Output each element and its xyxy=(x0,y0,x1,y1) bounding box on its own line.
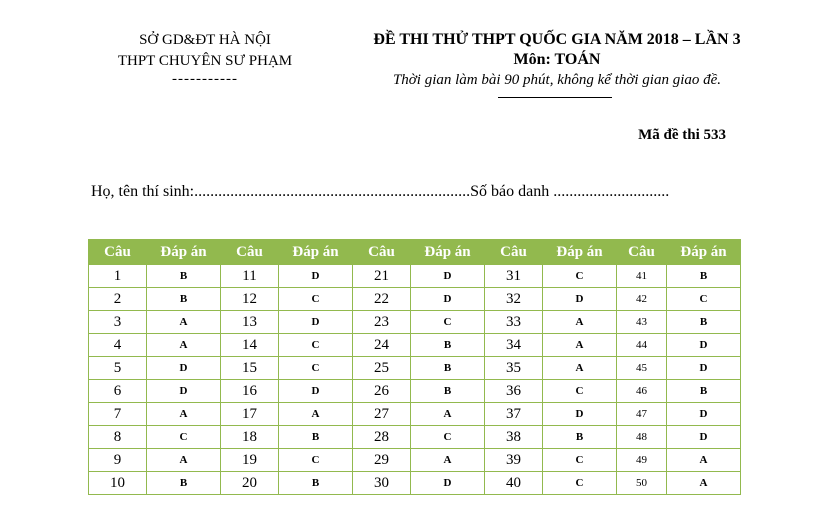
answer-cell: D xyxy=(147,380,221,403)
question-number-cell: 30 xyxy=(353,472,411,495)
question-number-cell: 31 xyxy=(485,265,543,288)
answer-cell: B xyxy=(279,472,353,495)
answer-cell: D xyxy=(667,357,741,380)
school-name: THPT CHUYÊN SƯ PHẠM xyxy=(117,53,293,69)
question-number-cell: 6 xyxy=(89,380,147,403)
answer-cell: D xyxy=(543,288,617,311)
school-header xyxy=(80,30,330,86)
answer-cell: A xyxy=(147,449,221,472)
question-number-cell: 10 xyxy=(89,472,147,495)
student-name-dots: ..................................................................... xyxy=(194,183,471,200)
question-number-cell: 39 xyxy=(485,449,543,472)
question-number-cell: 17 xyxy=(221,403,279,426)
table-row xyxy=(89,311,741,334)
answer-cell: D xyxy=(279,380,353,403)
answer-cell: D xyxy=(411,288,485,311)
answer-cell: C xyxy=(147,426,221,449)
question-number-cell: 33 xyxy=(485,311,543,334)
question-number-cell: 26 xyxy=(353,380,411,403)
column-header-question: Câu xyxy=(353,240,411,265)
question-number-cell: 24 xyxy=(353,334,411,357)
question-number-cell: 45 xyxy=(617,357,667,380)
question-number-cell: 50 xyxy=(617,472,667,495)
question-number-cell: 19 xyxy=(221,449,279,472)
table-row xyxy=(89,334,741,357)
answer-cell: C xyxy=(279,357,353,380)
question-number-cell: 37 xyxy=(485,403,543,426)
exam-header xyxy=(358,30,756,90)
answer-cell: C xyxy=(543,380,617,403)
answer-cell: C xyxy=(543,265,617,288)
exam-title: ĐỀ THI THỬ THPT QUỐC GIA NĂM 2018 – LẦN 3 xyxy=(373,31,741,48)
table-row xyxy=(89,380,741,403)
question-number-cell: 2 xyxy=(89,288,147,311)
answer-cell: D xyxy=(411,472,485,495)
answer-cell: B xyxy=(411,334,485,357)
answer-cell: D xyxy=(667,403,741,426)
table-body xyxy=(89,265,741,495)
answer-cell: D xyxy=(279,265,353,288)
exam-time-note: Thời gian làm bài 90 phút, không kể thời gian giao đề. xyxy=(392,72,722,88)
question-number-cell: 21 xyxy=(353,265,411,288)
question-number-cell: 11 xyxy=(221,265,279,288)
answer-cell: D xyxy=(411,265,485,288)
column-header-question: Câu xyxy=(89,240,147,265)
student-id-label: Số báo danh xyxy=(470,183,550,200)
answer-cell: C xyxy=(543,472,617,495)
question-number-cell: 44 xyxy=(617,334,667,357)
answer-cell: D xyxy=(667,426,741,449)
column-header-question: Câu xyxy=(221,240,279,265)
student-info-line xyxy=(91,183,731,201)
question-number-cell: 12 xyxy=(221,288,279,311)
answer-cell: D xyxy=(279,311,353,334)
column-header-answer: Đáp án xyxy=(543,240,617,265)
answer-cell: C xyxy=(411,426,485,449)
question-number-cell: 29 xyxy=(353,449,411,472)
question-number-cell: 7 xyxy=(89,403,147,426)
question-number-cell: 3 xyxy=(89,311,147,334)
answer-cell: D xyxy=(543,403,617,426)
table-row xyxy=(89,288,741,311)
answer-cell: B xyxy=(411,380,485,403)
question-number-cell: 23 xyxy=(353,311,411,334)
answer-cell: B xyxy=(279,426,353,449)
table-row xyxy=(89,472,741,495)
answer-cell: B xyxy=(667,265,741,288)
table-row xyxy=(89,426,741,449)
question-number-cell: 34 xyxy=(485,334,543,357)
question-number-cell: 4 xyxy=(89,334,147,357)
question-number-cell: 25 xyxy=(353,357,411,380)
question-number-cell: 13 xyxy=(221,311,279,334)
question-number-cell: 20 xyxy=(221,472,279,495)
answer-cell: C xyxy=(279,288,353,311)
answer-cell: B xyxy=(667,380,741,403)
answer-cell: C xyxy=(543,449,617,472)
answer-cell: A xyxy=(279,403,353,426)
answer-cell: A xyxy=(147,334,221,357)
question-number-cell: 35 xyxy=(485,357,543,380)
question-number-cell: 8 xyxy=(89,426,147,449)
question-number-cell: 9 xyxy=(89,449,147,472)
answer-cell: C xyxy=(411,311,485,334)
answer-cell: B xyxy=(147,472,221,495)
question-number-cell: 22 xyxy=(353,288,411,311)
column-header-answer: Đáp án xyxy=(411,240,485,265)
column-header-answer: Đáp án xyxy=(667,240,741,265)
answer-cell: A xyxy=(147,403,221,426)
answer-cell: B xyxy=(411,357,485,380)
answer-cell: A xyxy=(543,311,617,334)
question-number-cell: 40 xyxy=(485,472,543,495)
table-row xyxy=(89,449,741,472)
column-header-question: Câu xyxy=(485,240,543,265)
question-number-cell: 36 xyxy=(485,380,543,403)
question-number-cell: 32 xyxy=(485,288,543,311)
question-number-cell: 5 xyxy=(89,357,147,380)
question-number-cell: 43 xyxy=(617,311,667,334)
table-header-row xyxy=(89,240,741,265)
answer-cell: B xyxy=(147,265,221,288)
answer-cell: C xyxy=(667,288,741,311)
question-number-cell: 28 xyxy=(353,426,411,449)
header-underline xyxy=(498,97,612,98)
question-number-cell: 15 xyxy=(221,357,279,380)
answer-cell: B xyxy=(147,288,221,311)
column-header-question: Câu xyxy=(617,240,667,265)
answer-cell: B xyxy=(543,426,617,449)
question-number-cell: 48 xyxy=(617,426,667,449)
table-row xyxy=(89,265,741,288)
answer-cell: A xyxy=(411,403,485,426)
question-number-cell: 1 xyxy=(89,265,147,288)
column-header-answer: Đáp án xyxy=(279,240,353,265)
exam-subject: Môn: TOÁN xyxy=(513,51,601,68)
department-name: SỞ GD&ĐT HÀ NỘI xyxy=(139,32,271,48)
student-name-label: Họ, tên thí sinh: xyxy=(91,183,195,200)
column-header-answer: Đáp án xyxy=(147,240,221,265)
table-row xyxy=(89,357,741,380)
question-number-cell: 47 xyxy=(617,403,667,426)
answer-cell: A xyxy=(667,449,741,472)
answer-cell: C xyxy=(279,449,353,472)
answer-cell: A xyxy=(667,472,741,495)
question-number-cell: 18 xyxy=(221,426,279,449)
question-number-cell: 46 xyxy=(617,380,667,403)
question-number-cell: 38 xyxy=(485,426,543,449)
answer-cell: B xyxy=(667,311,741,334)
question-number-cell: 16 xyxy=(221,380,279,403)
answer-cell: A xyxy=(543,334,617,357)
header-dashes: ----------- xyxy=(172,71,238,87)
answer-cell: A xyxy=(147,311,221,334)
answer-cell: D xyxy=(147,357,221,380)
table-row xyxy=(89,403,741,426)
answer-cell: A xyxy=(543,357,617,380)
question-number-cell: 49 xyxy=(617,449,667,472)
question-number-cell: 27 xyxy=(353,403,411,426)
answer-key-table xyxy=(88,239,741,495)
question-number-cell: 41 xyxy=(617,265,667,288)
answer-cell: A xyxy=(411,449,485,472)
answer-cell: D xyxy=(667,334,741,357)
exam-code: Mã đề thi 533 xyxy=(638,127,726,143)
answer-cell: C xyxy=(279,334,353,357)
question-number-cell: 14 xyxy=(221,334,279,357)
question-number-cell: 42 xyxy=(617,288,667,311)
student-id-dots: ............................. xyxy=(549,183,670,200)
